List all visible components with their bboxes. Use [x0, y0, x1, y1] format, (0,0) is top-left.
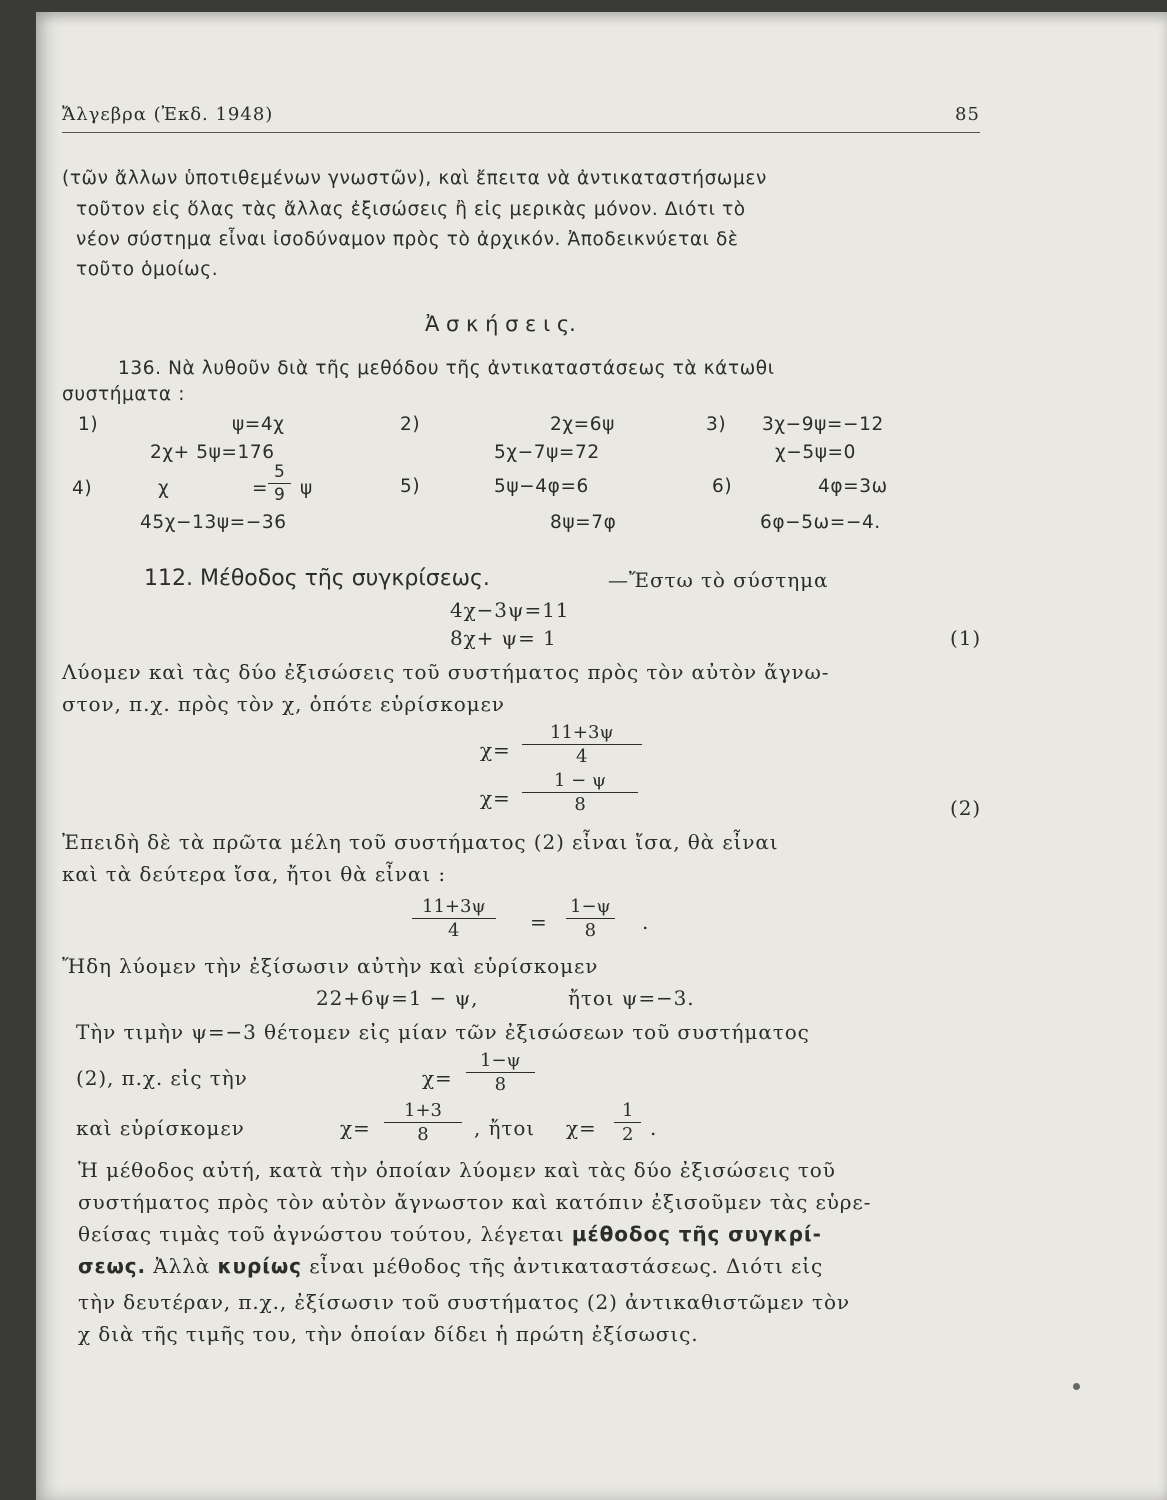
- formula-4-lhs: χ=: [340, 1116, 371, 1140]
- formula-2-lhs: χ=: [480, 786, 511, 810]
- system-3-eq2: χ−5ψ=0: [775, 442, 857, 463]
- system-1-eq2: 2χ+ 5ψ=176: [150, 442, 275, 463]
- formula-5-tail: .: [650, 1116, 658, 1140]
- equality-right-fraction: [566, 896, 615, 941]
- system-5-eq2: 8ψ=7φ: [550, 512, 617, 533]
- fraction-numerator: 11+3ψ: [522, 722, 642, 745]
- formula-4-fraction: [384, 1100, 462, 1145]
- fraction-denominator: 4: [576, 746, 588, 767]
- fraction-numerator: 5: [268, 462, 291, 484]
- equality-left-fraction: [412, 896, 496, 941]
- exercise-intro-line-2: συστήματα :: [62, 384, 186, 405]
- system-2-eq1: 2χ=6ψ: [550, 414, 615, 435]
- solve-result: ἤτοι ψ=−3.: [568, 986, 695, 1010]
- system-5-number: 5): [400, 476, 421, 497]
- paragraph-5: καὶ εὑρίσκομεν: [76, 1116, 245, 1140]
- paragraph-6-line-2: συστήματος πρὸς τὸν αὐτὸν ἄγνωστον καὶ κατόπιν ἐξισοῦμεν τὰς εὑρε-: [78, 1190, 872, 1214]
- system-6-number: 6): [712, 476, 733, 497]
- system-5-eq1: 5ψ−4φ=6: [494, 476, 589, 497]
- equation-label-1: (1): [950, 626, 982, 650]
- formula-5-lhs: χ=: [566, 1116, 597, 1140]
- term-method-of-comparison: μέθοδος τῆς συγκρί-: [571, 1222, 822, 1246]
- system-2-number: 2): [400, 414, 421, 435]
- system-4-var: ψ: [300, 478, 313, 499]
- fraction-denominator: 9: [274, 485, 285, 505]
- paragraph-3: Ἤδη λύομεν τὴν ἐξίσωσιν αὐτὴν καὶ εὑρίσκομεν: [62, 954, 599, 978]
- fraction-denominator: 4: [448, 920, 460, 941]
- fraction-numerator: 1 − ψ: [522, 770, 638, 793]
- system-4-equals: =: [252, 478, 269, 499]
- paragraph-6-line-3-text: θείσας τιμὰς τοῦ ἀγνώστου τούτου, λέγεται: [78, 1222, 565, 1246]
- system-6-eq2: 6φ−5ω=−4.: [760, 512, 881, 533]
- system-1-number: 1): [78, 414, 99, 435]
- system-6-eq1: 4φ=3ω: [818, 476, 888, 497]
- page-number: 85: [955, 104, 980, 125]
- header-rule: [62, 132, 980, 133]
- fraction-denominator: 8: [584, 920, 597, 941]
- section-heading-rest: —Ἔστω τὸ σύστημα: [608, 568, 829, 592]
- system-eq-1: 4χ−3ψ=11: [450, 598, 570, 622]
- fraction-denominator: 8: [417, 1124, 429, 1145]
- fraction-denominator: 8: [574, 794, 586, 815]
- system-4-lhs: χ: [158, 478, 170, 499]
- fraction-denominator: 8: [494, 1074, 507, 1095]
- solve-equation: 22+6ψ=1 − ψ,: [316, 986, 479, 1010]
- fraction-denominator: 2: [622, 1124, 634, 1145]
- running-header-title: Ἄλγεβρα (Ἐκδ. 1948): [62, 104, 274, 125]
- ink-speck: [1073, 1383, 1080, 1390]
- formula-1-lhs: χ=: [480, 738, 511, 762]
- paragraph-4-line-2: (2), π.χ. εἰς τὴν: [76, 1066, 248, 1090]
- system-4-fraction: [268, 462, 291, 505]
- fraction-numerator: 1−ψ: [566, 896, 615, 919]
- intro-line-3: νέον σύστημα εἶναι ἰσοδύναμον πρὸς τὸ ἀρχικόν. Ἀποδεικνύεται δὲ: [76, 229, 739, 250]
- equality-sign: =: [530, 910, 548, 934]
- formula-1-fraction: [522, 722, 642, 767]
- formula-3-fraction: [466, 1050, 535, 1095]
- term-method-of-comparison-end: σεως.: [78, 1254, 147, 1278]
- term-mainly: κυρίως: [217, 1254, 302, 1278]
- paragraph-6-line-4-text-b: εἶναι μέθοδος τῆς ἀντικαταστάσεως. Διότι εἰς: [301, 1254, 824, 1278]
- system-3-eq1: 3χ−9ψ=−12: [762, 414, 884, 435]
- system-3-number: 3): [706, 414, 727, 435]
- paragraph-1-line-1: Λύομεν καὶ τὰς δύο ἐξισώσεις τοῦ συστήματος πρὸς τὸν αὐτὸν ἄγνω-: [62, 660, 830, 684]
- formula-5-fraction: [614, 1100, 641, 1145]
- fraction-numerator: 1+3: [384, 1100, 462, 1123]
- paragraph-6-line-4: [78, 1254, 823, 1278]
- exercises-heading: Ἀ σ κ ή σ ε ι ς.: [425, 312, 576, 336]
- system-2-eq2: 5χ−7ψ=72: [494, 442, 600, 463]
- paragraph-2-line-2: καὶ τὰ δεύτερα ἴσα, ἤτοι θὰ εἶναι :: [62, 862, 446, 886]
- system-1-eq1: ψ=4χ: [232, 414, 285, 435]
- paragraph-2-line-1: Ἐπειδὴ δὲ τὰ πρῶτα μέλη τοῦ συστήματος (2) εἶναι ἴσα, θὰ εἶναι: [62, 830, 779, 854]
- paragraph-6-line-5: τὴν δευτέραν, π.χ., ἐξίσωσιν τοῦ συστήματος (2) ἀντικαθιστῶμεν τὸν: [78, 1290, 850, 1314]
- paragraph-6-line-1: Ἡ μέθοδος αὐτή, κατὰ τὴν ὁποίαν λύομεν καὶ τὰς δύο ἐξισώσεις τοῦ: [78, 1158, 836, 1182]
- paragraph-6-line-4-text-a: Ἀλλὰ: [146, 1254, 218, 1278]
- paragraph-4-line-1: Τὴν τιμὴν ψ=−3 θέτομεν εἰς μίαν τῶν ἐξισώσεων τοῦ συστήματος: [76, 1020, 810, 1044]
- system-4-number: 4): [72, 478, 93, 499]
- paragraph-6-line-3: [78, 1222, 822, 1246]
- exercise-intro-line-1: 136. Νὰ λυθοῦν διὰ τῆς μεθόδου τῆς ἀντικαταστάσεως τὰ κάτωθι: [118, 358, 775, 379]
- fraction-numerator: 11+3ψ: [412, 896, 496, 919]
- fraction-numerator: 1−ψ: [466, 1050, 535, 1073]
- intro-line-1: (τῶν ἄλλων ὑποτιθεμένων γνωστῶν), καὶ ἔπειτα νὰ ἀντικαταστήσωμεν: [62, 168, 767, 189]
- equation-label-2: (2): [950, 796, 982, 820]
- intro-line-4: τοῦτο ὁμοίως.: [76, 259, 219, 280]
- formula-3-lhs: χ=: [422, 1066, 453, 1090]
- intro-line-2: τοῦτον εἰς ὅλας τὰς ἄλλας ἐξισώσεις ἢ εἰς μερικὰς μόνον. Διότι τὸ: [76, 199, 746, 220]
- formula-2-fraction: [522, 770, 638, 815]
- section-heading: 112. Μέθοδος τῆς συγκρίσεως.: [144, 566, 490, 591]
- equality-period: .: [642, 910, 650, 934]
- paragraph-6-line-6: χ διὰ τῆς τιμῆς του, τὴν ὁποίαν δίδει ἡ πρώτη ἐξίσωσις.: [78, 1322, 699, 1346]
- system-eq-2: 8χ+ ψ= 1: [450, 626, 557, 650]
- formula-4-tail: , ἤτοι: [474, 1116, 536, 1140]
- system-4-eq2: 45χ−13ψ=−36: [140, 512, 287, 533]
- paragraph-1-line-2: στον, π.χ. πρὸς τὸν χ, ὁπότε εὑρίσκομεν: [62, 692, 505, 716]
- fraction-numerator: 1: [614, 1100, 641, 1123]
